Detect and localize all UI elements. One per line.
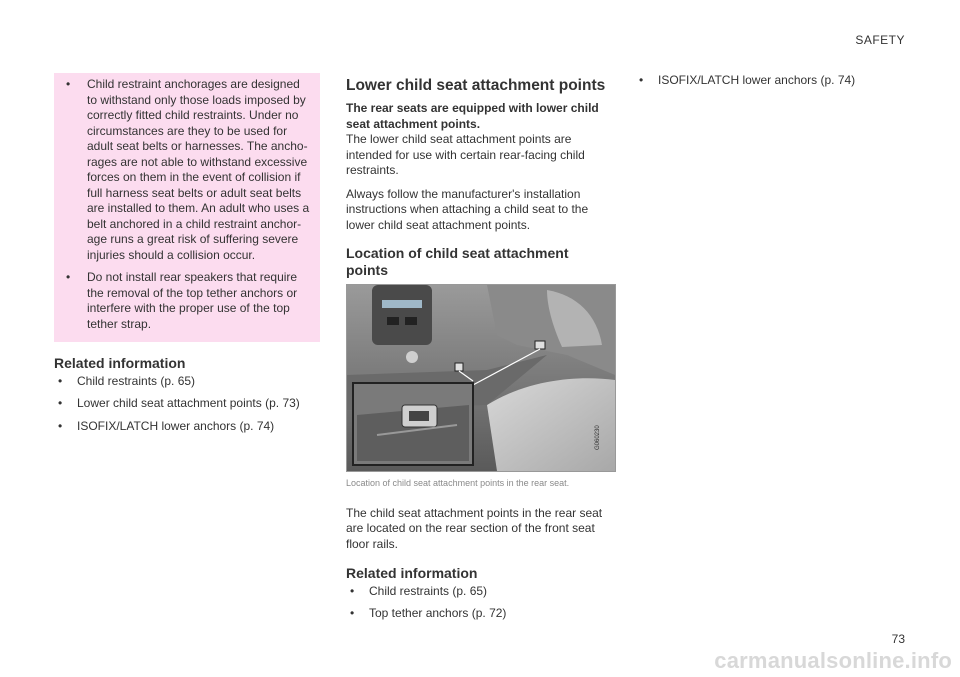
related-heading: Related information	[346, 565, 478, 581]
related-link[interactable]: • Top tether anchors (p. 72)	[346, 606, 614, 622]
figure-code: G060230	[595, 425, 601, 450]
page-number: 73	[891, 632, 905, 646]
right-column	[635, 73, 905, 96]
related-list	[54, 374, 320, 435]
page-title: Lower child seat attachment points	[346, 77, 606, 94]
lead-paragraph: The rear seats are equipped with lower child seat attachment points.	[346, 101, 599, 131]
related-list-continued	[635, 73, 905, 89]
left-column	[54, 73, 320, 441]
warning-list	[62, 77, 310, 332]
site-watermark: carmanualsonline.info	[714, 648, 952, 673]
related-link[interactable]: • ISOFIX/LATCH lower anchors (p. 74)	[635, 73, 905, 89]
warning-box	[54, 73, 320, 342]
related-heading: Related information	[54, 355, 186, 371]
related-list	[346, 584, 614, 622]
body-paragraph: The child seat attachment points in the rear seat are located on the rear section of the front seat floor rails.	[346, 505, 603, 551]
related-link[interactable]: • Child restraints (p. 65)	[346, 584, 614, 600]
related-link[interactable]: • Lower child seat attachment points (p. 73)	[54, 396, 320, 412]
warning-item: • Child restraint anchorages are designed to withstand only those loads imposed by correctly fitted child restraints. Under no circumstances are they to be used for adult seat belts or harnesses. The anchorages are not able to withstand excessive forces on them in the event of collision if full harness seat belts or adult seat belts are installed to them. An adult who uses a belt anchored in a child restraint anchorage runs a great risk of suffering severe injuries should a collision occur.	[62, 77, 310, 263]
section-subheading: Location of child seat attachment points	[346, 245, 569, 278]
body-paragraph: The lower child seat attachment points are intended for use with certain rear-facing child restraints.	[346, 132, 585, 177]
related-link[interactable]: • ISOFIX/LATCH lower anchors (p. 74)	[54, 419, 320, 435]
body-paragraph: Always follow the manufacturer's installation instructions when attaching a child seat to the lower child seat attachment points.	[346, 186, 589, 232]
warning-item: • Do not install rear speakers that require the removal of the top tether anchors or interfere with the proper use of the top tether strap.	[62, 270, 310, 332]
seat-attachment-illustration	[346, 284, 616, 472]
middle-column	[346, 73, 614, 629]
illustration-drawing	[347, 285, 615, 471]
section-header: SAFETY	[855, 33, 905, 47]
figure-caption: Location of child seat attachment points in the rear seat.	[346, 478, 570, 488]
related-link[interactable]: • Child restraints (p. 65)	[54, 374, 320, 390]
